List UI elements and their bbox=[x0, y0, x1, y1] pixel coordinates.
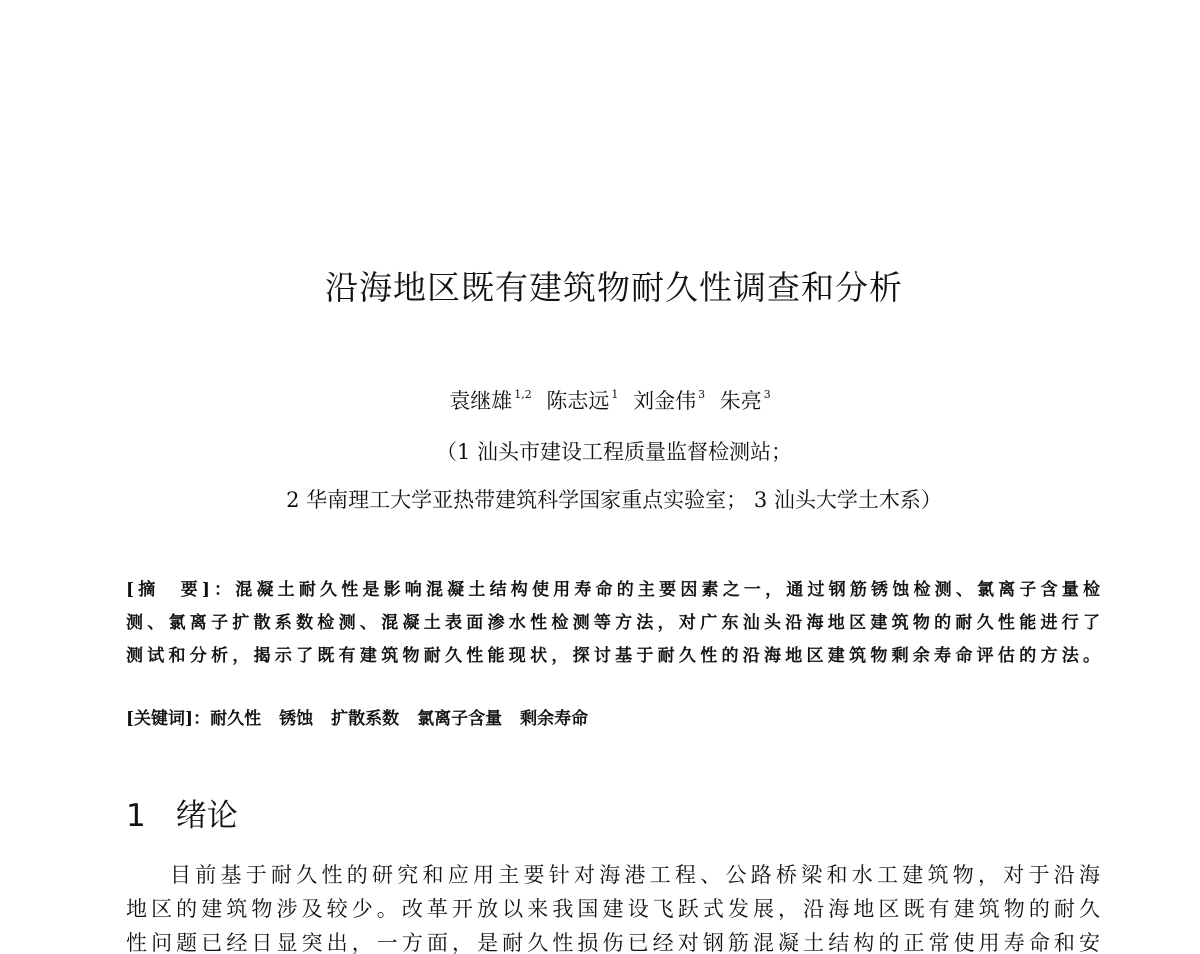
author-name: 袁继雄 bbox=[449, 389, 513, 413]
author-affiliation-mark: 3 bbox=[763, 388, 771, 401]
abstract bbox=[126, 574, 1100, 673]
keyword: 扩散系数 bbox=[331, 709, 400, 729]
section-heading bbox=[126, 790, 238, 835]
abstract-line: 测试和分析，揭示了既有建筑物耐久性能现状，探讨基于耐久性的沿海地区建筑物剩余寿命评估的方法。 bbox=[126, 646, 1100, 666]
body-line: 目前基于耐久性的研究和应用主要针对海港工程、公路桥梁和水工建筑物，对于沿海 bbox=[170, 863, 1100, 887]
author-name: 朱亮 bbox=[719, 389, 762, 413]
author-name: 刘金伟 bbox=[633, 389, 697, 413]
keyword: 耐久性 bbox=[210, 709, 262, 729]
author-1 bbox=[449, 389, 532, 413]
author-affiliation-mark: 1 bbox=[611, 388, 619, 401]
author-affiliation-mark: 1,2 bbox=[514, 388, 532, 401]
body-paragraph bbox=[126, 858, 1100, 954]
author-list bbox=[0, 385, 1200, 415]
author-name: 陈志远 bbox=[546, 389, 610, 413]
author-3 bbox=[633, 389, 705, 413]
affiliation-line-2: 2 华南理工大学亚热带建筑科学国家重点实验室； 3 汕头大学土木系） bbox=[286, 488, 942, 512]
section-title: 绪论 bbox=[175, 798, 238, 834]
keyword: 锈蚀 bbox=[279, 709, 314, 729]
keywords bbox=[126, 703, 606, 736]
abstract-line: 测、氯离子扩散系数检测、混凝土表面渗水性检测等方法，对广东汕头沿海地区建筑物的耐久性能进行了 bbox=[126, 613, 1100, 633]
author-2 bbox=[546, 389, 618, 413]
body-line: 地区的建筑物涉及较少。改革开放以来我国建设飞跃式发展，沿海地区既有建筑物的耐久 bbox=[126, 897, 1100, 921]
affiliation-line-1: （1 汕头市建设工程质量监督检测站； bbox=[435, 440, 793, 464]
keyword: 剩余寿命 bbox=[520, 709, 589, 729]
author-4 bbox=[720, 389, 771, 413]
author-affiliation-mark: 3 bbox=[698, 388, 706, 401]
body-line: 性问题已经日显突出，一方面，是耐久性损伤已经对钢筋混凝土结构的正常使用寿命和安 bbox=[126, 931, 1100, 954]
abstract-line: [摘 要]：混凝土耐久性是影响混凝土结构使用寿命的主要因素之一，通过钢筋锈蚀检测、氯离子含量检 bbox=[126, 580, 1100, 600]
keyword: 氯离子含量 bbox=[417, 709, 503, 729]
section-number: 1 bbox=[126, 798, 146, 834]
paper-title: 沿海地区既有建筑物耐久性调查和分析 bbox=[325, 268, 903, 307]
keywords-label: [关键词]： bbox=[126, 709, 211, 729]
